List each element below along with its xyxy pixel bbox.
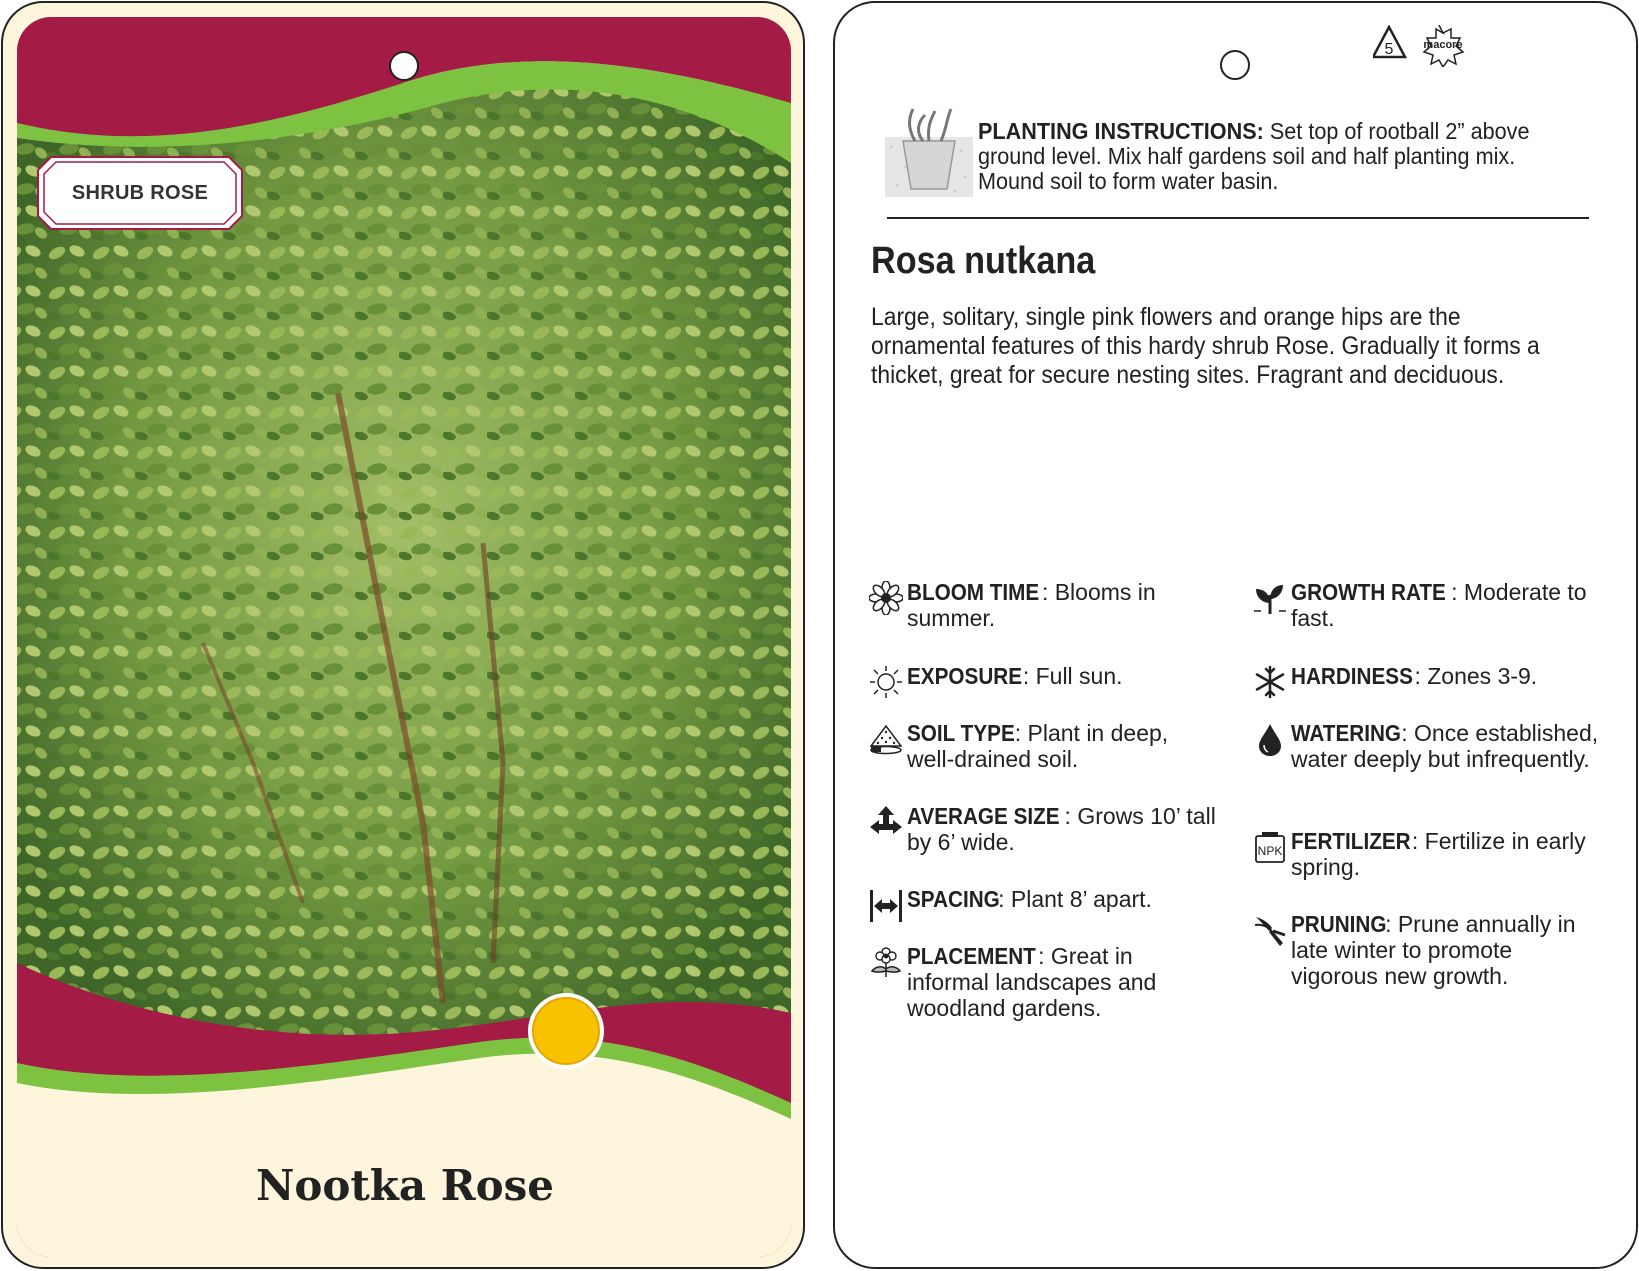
attr-value: : Great in informal landscapes and woodland gardens. xyxy=(907,943,1157,1021)
water-drop-icon xyxy=(1253,722,1287,756)
size-arrows-icon xyxy=(869,805,903,839)
macore-logo xyxy=(1423,25,1463,67)
attr-value: : Fertilize in early spring. xyxy=(1291,828,1586,880)
hang-hole-back xyxy=(1220,50,1250,80)
attr-value: : Zones 3-9. xyxy=(1414,663,1538,689)
hang-hole xyxy=(389,51,419,81)
plant-description: Large, solitary, single pink flowers and orange hips are the ornamental features of this hardy shrub Rose. Gradually it forms a thicket, great for secure nesting sites. Fragrant and deciduous. xyxy=(871,303,1540,389)
front-tag xyxy=(1,1,805,1269)
back-tag xyxy=(833,1,1638,1269)
shrub-photo xyxy=(17,83,791,1063)
potted-plant-icon xyxy=(885,107,973,197)
svg-text:NPK: NPK xyxy=(1257,844,1283,858)
common-name: Nootka Rose xyxy=(255,1161,555,1210)
planting-instructions xyxy=(978,119,1530,194)
full-sun-dot xyxy=(528,993,604,1069)
flower-icon xyxy=(869,581,903,615)
category-text: SHRUB ROSE xyxy=(71,181,209,204)
svg-text:macore: macore xyxy=(1423,39,1463,51)
svg-text:5: 5 xyxy=(1384,41,1394,58)
attr-value: : Moderate to fast. xyxy=(1291,579,1587,631)
attr-value: : Plant 8’ apart. xyxy=(998,886,1152,912)
attr-value: : Grows 10’ tall by 6’ wide. xyxy=(907,803,1216,855)
pruner-icon xyxy=(1253,913,1287,947)
attr-key: FERTILIZER xyxy=(1291,828,1411,854)
botanical-name: Rosa nutkana xyxy=(871,240,1096,282)
planting-text: Set top of rootball 2” above ground level. Mix half gardens soil and half planting mix. Mound soil to form water basin. xyxy=(978,118,1530,194)
attr-key: WATERING xyxy=(1291,720,1402,746)
attr-key: AVERAGE SIZE xyxy=(907,803,1060,829)
soil-icon xyxy=(869,722,903,756)
npk-icon xyxy=(1253,830,1287,864)
attr-value: : Blooms in summer. xyxy=(907,579,1156,631)
attr-value: : Plant in deep, well-drained soil. xyxy=(907,720,1169,772)
attr-key: SOIL TYPE xyxy=(907,720,1015,746)
attr-value: : Prune annually in late winter to promote vigorous new growth. xyxy=(1291,911,1576,989)
recycle-icon xyxy=(1373,27,1405,58)
attr-key: EXPOSURE xyxy=(907,663,1023,689)
snowflake-icon xyxy=(1253,665,1287,699)
attr-value: : Full sun. xyxy=(1022,663,1123,689)
planting-label: PLANTING INSTRUCTIONS: xyxy=(978,118,1264,144)
divider xyxy=(887,217,1589,219)
sun-icon xyxy=(869,665,903,699)
attr-key: HARDINESS xyxy=(1291,663,1413,689)
placement-icon xyxy=(869,945,903,979)
attr-value: : Once established, water deeply but infrequently. xyxy=(1291,720,1599,772)
attr-key: PRUNING xyxy=(1291,911,1387,937)
recycle-logos xyxy=(1373,25,1473,67)
attr-key: PLACEMENT xyxy=(907,943,1036,969)
attr-key: BLOOM TIME xyxy=(907,579,1040,605)
sprout-icon xyxy=(1253,581,1287,615)
attr-key: SPACING xyxy=(907,886,1000,912)
category-badge xyxy=(37,156,243,230)
attr-key: GROWTH RATE xyxy=(1291,579,1446,605)
spacing-icon xyxy=(869,888,903,922)
